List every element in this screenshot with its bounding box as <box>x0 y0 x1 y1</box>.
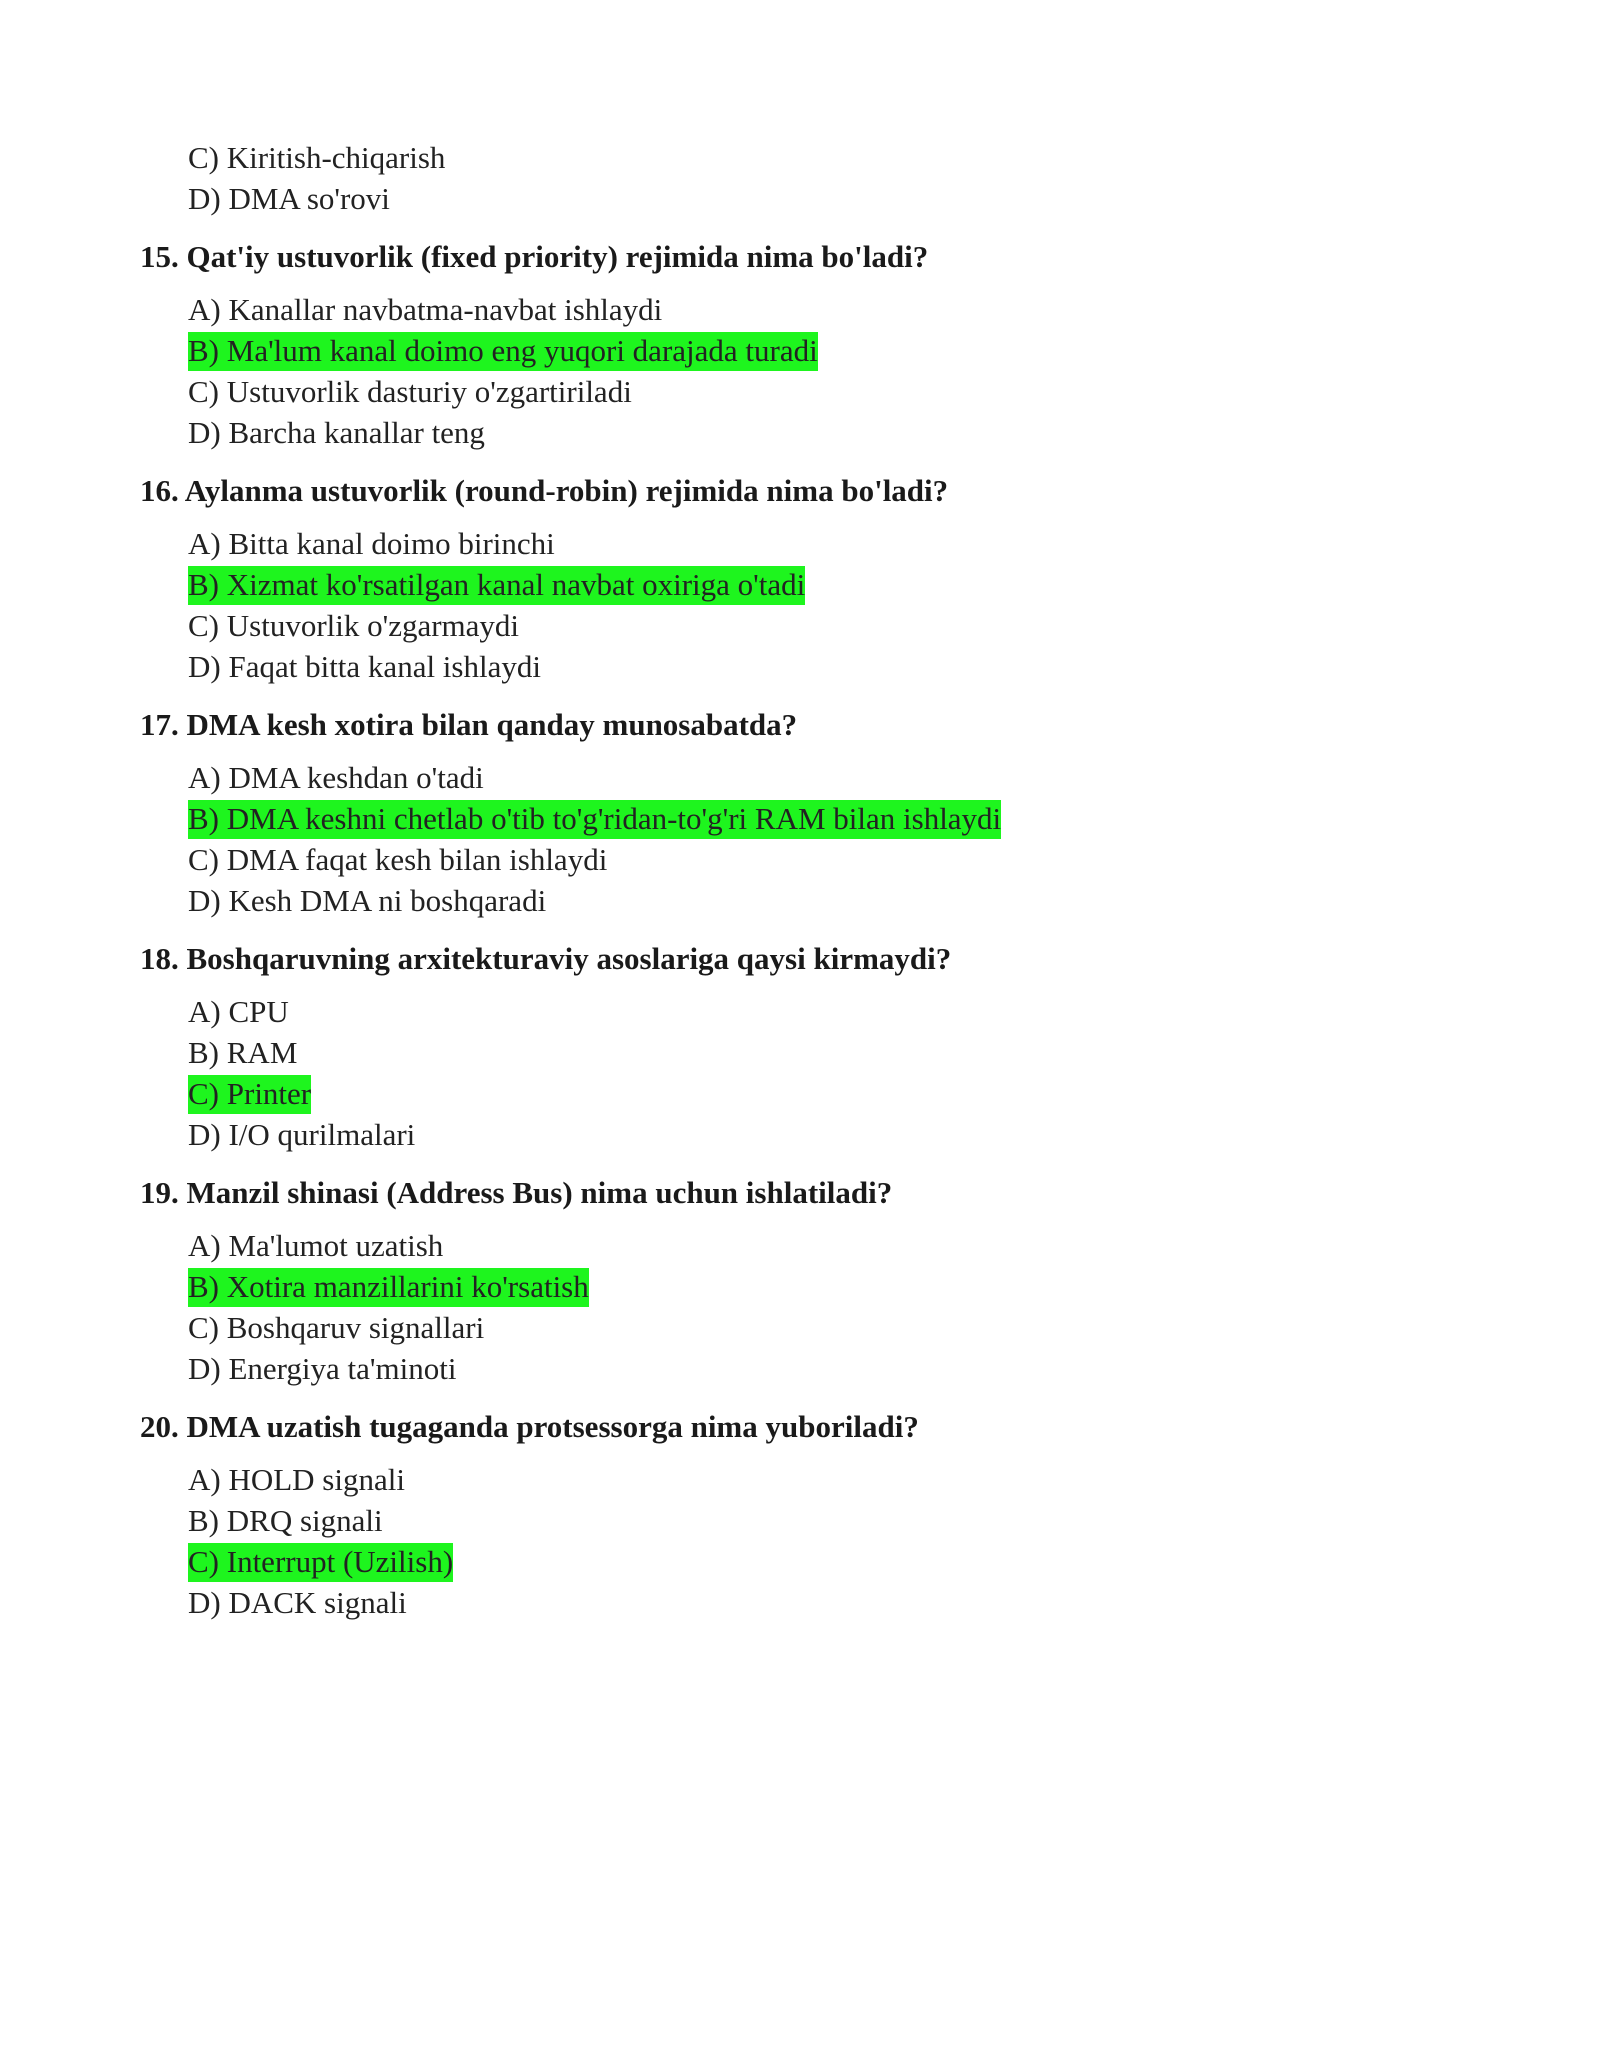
question-heading <box>140 707 797 743</box>
question-number: 17. <box>140 707 179 742</box>
answer-option <box>188 760 484 796</box>
answer-option-text: D) I/O qurilmalari <box>188 1117 416 1152</box>
question-heading <box>140 239 928 275</box>
answer-option <box>188 374 632 410</box>
answer-option-text: C) Ustuvorlik o'zgarmaydi <box>188 608 520 643</box>
question-number: 19. <box>140 1175 179 1210</box>
answer-option-text: B) DRQ signali <box>188 1503 383 1538</box>
answer-option <box>188 526 555 562</box>
answer-option-text: A) HOLD signali <box>188 1462 405 1497</box>
answer-option-text: A) DMA keshdan o'tadi <box>188 760 484 795</box>
answer-option-text: B) Ma'lum kanal doimo eng yuqori darajada turadi <box>188 332 818 371</box>
correct-answer-option <box>188 801 1001 837</box>
answer-option-text: C) Printer <box>188 1075 311 1114</box>
question-number: 18. <box>140 941 179 976</box>
answer-option <box>188 415 485 451</box>
question-heading <box>140 473 948 509</box>
answer-option-text: B) Xotira manzillarini ko'rsatish <box>188 1268 589 1307</box>
answer-option-text: C) Ustuvorlik dasturiy o'zgartiriladi <box>188 374 632 409</box>
question-number: 15. <box>140 239 179 274</box>
correct-answer-option <box>188 333 818 369</box>
answer-option <box>188 994 289 1030</box>
answer-option-text: C) DMA faqat kesh bilan ishlaydi <box>188 842 608 877</box>
answer-option-text: A) Bitta kanal doimo birinchi <box>188 526 555 561</box>
answer-option <box>188 842 607 878</box>
answer-option <box>188 883 546 919</box>
question-number: 20. <box>140 1409 179 1444</box>
answer-option <box>188 292 662 328</box>
answer-option-text: D) DACK signali <box>188 1585 407 1620</box>
answer-option-text: D) Barcha kanallar teng <box>188 415 485 450</box>
answer-option <box>188 1117 415 1153</box>
question-text: DMA uzatish tugaganda protsessorga nima yuboriladi? <box>186 1409 919 1444</box>
question-heading <box>140 1175 892 1211</box>
question-heading <box>140 1409 919 1445</box>
answer-option-text: B) Xizmat ko'rsatilgan kanal navbat oxiriga o'tadi <box>188 566 805 605</box>
answer-option-text: C) Boshqaruv signallari <box>188 1310 485 1345</box>
question-text: Qat'iy ustuvorlik (fixed priority) rejimida nima bo'ladi? <box>186 239 929 274</box>
answer-option <box>188 1351 456 1387</box>
answer-option <box>188 1228 443 1264</box>
answer-option <box>188 1503 383 1539</box>
question-number: 16. <box>140 473 179 508</box>
answer-option-text: A) Ma'lumot uzatish <box>188 1228 444 1263</box>
correct-answer-option <box>188 567 805 603</box>
correct-answer-option <box>188 1076 311 1112</box>
correct-answer-option <box>188 1269 589 1305</box>
answer-option-text: A) Kanallar navbatma-navbat ishlaydi <box>188 292 663 327</box>
answer-option-text: A) CPU <box>188 994 289 1029</box>
answer-option-text: D) Faqat bitta kanal ishlaydi <box>188 649 541 684</box>
answer-option-text: C) Interrupt (Uzilish) <box>188 1543 453 1582</box>
answer-option-text: D) Energiya ta'minoti <box>188 1351 457 1386</box>
question-text: Boshqaruvning arxitekturaviy asoslariga qaysi kirmaydi? <box>186 941 952 976</box>
answer-option-text: B) RAM <box>188 1035 298 1070</box>
answer-option-text: D) Kesh DMA ni boshqaradi <box>188 883 547 918</box>
answer-option <box>188 608 519 644</box>
answer-option <box>188 1462 405 1498</box>
question-text: Aylanma ustuvorlik (round-robin) rejimida nima bo'ladi? <box>184 473 949 508</box>
answer-option <box>188 1585 407 1621</box>
answer-option-text: C) Kiritish-chiqarish <box>188 140 446 175</box>
answer-option-text: D) DMA so'rovi <box>188 181 390 216</box>
answer-option-text: B) DMA keshni chetlab o'tib to'g'ridan-to'g'ri RAM bilan ishlaydi <box>188 800 1001 839</box>
answer-option <box>188 140 445 176</box>
answer-option <box>188 1035 297 1071</box>
answer-option <box>188 649 541 685</box>
question-text: Manzil shinasi (Address Bus) nima uchun ishlatiladi? <box>186 1175 893 1210</box>
question-heading <box>140 941 951 977</box>
correct-answer-option <box>188 1544 453 1580</box>
question-text: DMA kesh xotira bilan qanday munosabatda? <box>186 707 798 742</box>
answer-option <box>188 181 390 217</box>
answer-option <box>188 1310 484 1346</box>
